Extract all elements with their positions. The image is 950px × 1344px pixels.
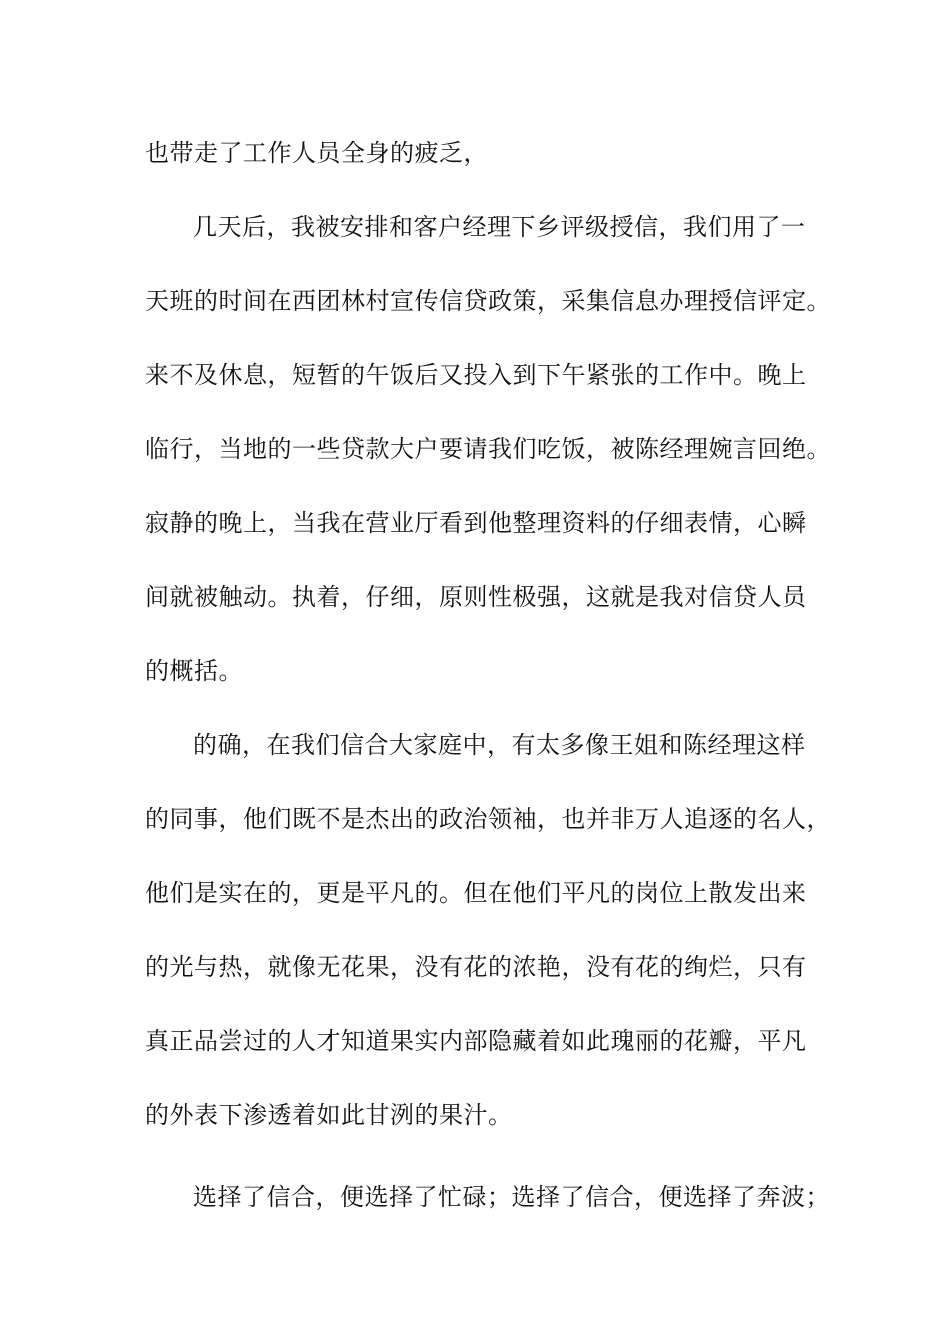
text-line: 的概括。: [145, 657, 243, 685]
paragraph-first-line: 选择了信合，便选择了忙碌；选择了信合，便选择了奔波；: [193, 1183, 830, 1211]
text-line: 临行，当地的一些贷款大户要请我们吃饭，被陈经理婉言回绝。: [145, 435, 831, 463]
text-line: 来不及休息，短暂的午饭后又投入到下午紧张的工作中。晚上: [145, 361, 807, 389]
text-line: 真正品尝过的人才知道果实内部隐藏着如此瑰丽的花瓣，平凡: [145, 1027, 807, 1055]
text-line: 他们是实在的，更是平凡的。但在他们平凡的岗位上散发出来: [145, 879, 807, 907]
text-line: 寂静的晚上，当我在营业厅看到他整理资料的仔细表情，心瞬: [145, 509, 807, 537]
text-line: 天班的时间在西团林村宣传信贷政策，采集信息办理授信评定。: [145, 287, 831, 315]
text-line: 的光与热，就像无花果，没有花的浓艳，没有花的绚烂，只有: [145, 953, 807, 981]
text-line: 间就被触动。执着，仔细，原则性极强，这就是我对信贷人员: [145, 583, 807, 611]
text-line: 也带走了工作人员全身的疲乏，: [145, 139, 488, 167]
text-line: 的同事，他们既不是杰出的政治领袖，也并非万人追逐的名人，: [145, 805, 831, 833]
paragraph-first-line: 几天后，我被安排和客户经理下乡评级授信，我们用了一: [193, 213, 806, 241]
paragraph-first-line: 的确，在我们信合大家庭中，有太多像王姐和陈经理这样: [193, 731, 806, 759]
text-line: 的外表下渗透着如此甘洌的果汁。: [145, 1101, 513, 1129]
